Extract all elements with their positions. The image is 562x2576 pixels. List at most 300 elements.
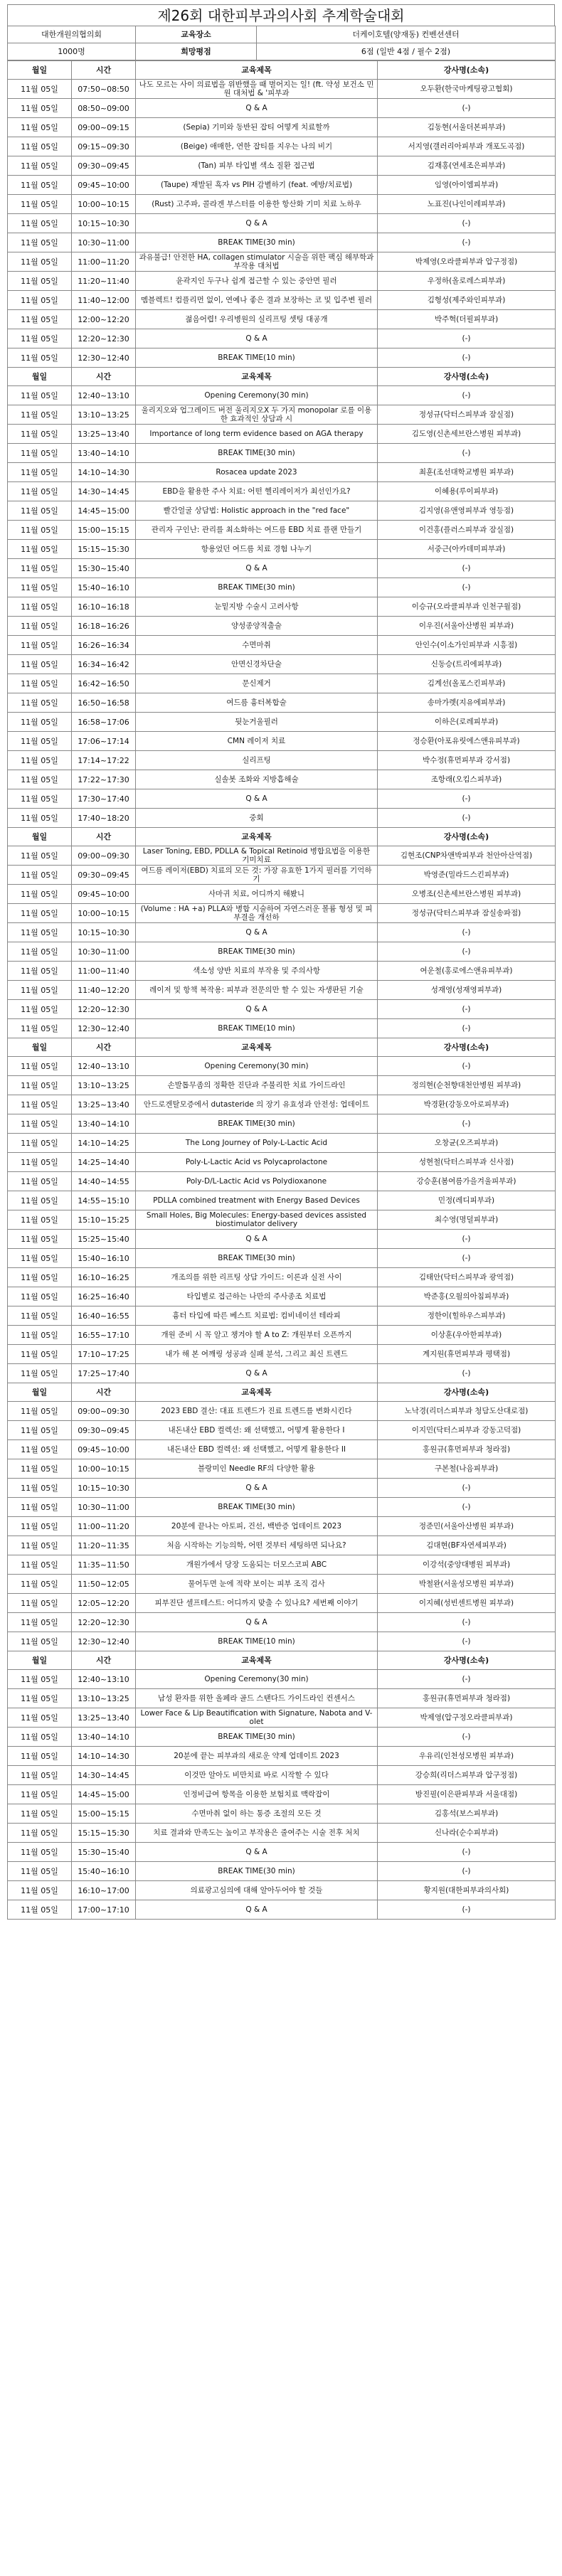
row-time: 17:14~17:22 <box>72 751 136 770</box>
row-time: 11:40~12:20 <box>72 981 136 1000</box>
row-time: 15:00~15:15 <box>72 521 136 540</box>
row-lecturer: 강승훈(봄여름가을겨울피부과) <box>378 1172 556 1191</box>
row-subject: 개조의를 위한 리프팅 상담 가이드: 이론과 실전 사이 <box>136 1268 378 1287</box>
table-row <box>8 80 556 99</box>
row-lecturer: 김태안(닥터스피부과 광역점) <box>378 1268 556 1287</box>
table-header-row <box>8 368 556 386</box>
row-subject: BREAK TIME(10 min) <box>136 348 378 368</box>
row-subject: Rosacea update 2023 <box>136 463 378 482</box>
row-date: 11월 05일 <box>8 310 72 329</box>
table-row <box>8 405 556 425</box>
row-date: 11월 05일 <box>8 137 72 156</box>
row-lecturer: 박제영(오라클피부과 압구정점) <box>378 252 556 272</box>
row-lecturer: 정승환(아포유릿에스앤유피부과) <box>378 732 556 751</box>
row-subject: Q & A <box>136 99 378 118</box>
row-lecturer: 박경환(강동오아로피부과) <box>378 1095 556 1114</box>
row-time: 10:30~11:00 <box>72 1498 136 1517</box>
row-subject: Poly-D/L-Lactic Acid vs Polydioxanone <box>136 1172 378 1191</box>
row-date: 11월 05일 <box>8 195 72 214</box>
row-time: 10:30~11:00 <box>72 233 136 252</box>
row-date: 11월 05일 <box>8 1708 72 1728</box>
table-row <box>8 1421 556 1440</box>
row-date: 11월 05일 <box>8 1900 72 1920</box>
row-time: 17:10~17:25 <box>72 1345 136 1364</box>
row-date: 11월 05일 <box>8 636 72 655</box>
row-time: 09:30~09:45 <box>72 156 136 176</box>
row-subject: Q & A <box>136 1479 378 1498</box>
table-row <box>8 1287 556 1306</box>
row-date: 11월 05일 <box>8 1000 72 1019</box>
row-time: 15:15~15:30 <box>72 1824 136 1843</box>
row-subject: 개원 준비 시 꼭 알고 챙겨야 할 A to Z: 개원부터 오픈까지 <box>136 1326 378 1345</box>
row-lecturer: 정성규(닥터스피부과 잠실점) <box>378 405 556 425</box>
table-row <box>8 1804 556 1824</box>
row-subject: 20분에 끝나는 아토피, 건선, 백반증 업데이트 2023 <box>136 1517 378 1536</box>
table-row <box>8 866 556 885</box>
table-row <box>8 1057 556 1076</box>
row-date: 11월 05일 <box>8 405 72 425</box>
row-time: 11:20~11:35 <box>72 1536 136 1555</box>
table-row <box>8 1843 556 1862</box>
row-date: 11월 05일 <box>8 1172 72 1191</box>
row-lecturer: (-) <box>378 1230 556 1249</box>
row-time: 13:40~14:10 <box>72 1114 136 1134</box>
table-row <box>8 99 556 118</box>
table-row <box>8 1575 556 1594</box>
table-row <box>8 1900 556 1920</box>
row-lecturer: (-) <box>378 1862 556 1881</box>
row-time: 15:15~15:30 <box>72 540 136 559</box>
row-time: 16:10~16:25 <box>72 1268 136 1287</box>
row-time: 10:15~10:30 <box>72 1479 136 1498</box>
header-subject: 교육제목 <box>136 368 378 386</box>
table-row <box>8 1689 556 1708</box>
row-date: 11월 05일 <box>8 99 72 118</box>
row-lecturer: 서중근(아카데미피부과) <box>378 540 556 559</box>
row-lecturer: 성재영(성재영피부과) <box>378 981 556 1000</box>
row-subject: 양성종양적출술 <box>136 617 378 636</box>
row-lecturer: 조항래(오킴스피부과) <box>378 770 556 789</box>
row-date: 11월 05일 <box>8 1766 72 1785</box>
row-subject: BREAK TIME(30 min) <box>136 444 378 463</box>
row-subject: BREAK TIME(30 min) <box>136 942 378 962</box>
row-date: 11월 05일 <box>8 348 72 368</box>
row-time: 09:00~09:30 <box>72 1402 136 1421</box>
row-time: 10:00~10:15 <box>72 904 136 923</box>
row-lecturer: (-) <box>378 233 556 252</box>
table-row <box>8 1670 556 1689</box>
table-row <box>8 1536 556 1555</box>
row-time: 15:00~15:15 <box>72 1804 136 1824</box>
table-row <box>8 559 556 578</box>
row-subject: EBD을 활용한 주사 치료: 어떤 헬리레이저가 최선인가요? <box>136 482 378 501</box>
row-lecturer: (-) <box>378 1900 556 1920</box>
row-date: 11월 05일 <box>8 118 72 137</box>
table-row <box>8 1728 556 1747</box>
row-time: 12:40~13:10 <box>72 1670 136 1689</box>
row-lecturer: 김재홍(연세조은피부과) <box>378 156 556 176</box>
row-lecturer: 정준민(서울아산병원 피부과) <box>378 1517 556 1536</box>
table-row <box>8 1019 556 1038</box>
row-date: 11월 05일 <box>8 1364 72 1383</box>
row-subject: 수면마취 없이 하는 통증 조절의 모든 것 <box>136 1804 378 1824</box>
row-subject: (Taupe) 재발된 흑자 vs PIH 감별하기 (feat. 예방/치료법) <box>136 176 378 195</box>
row-date: 11월 05일 <box>8 1747 72 1766</box>
row-subject: Q & A <box>136 1000 378 1019</box>
row-time: 12:30~12:40 <box>72 1019 136 1038</box>
row-lecturer: 신동승(트리에피부과) <box>378 655 556 674</box>
row-date: 11월 05일 <box>8 425 72 444</box>
table-row <box>8 981 556 1000</box>
row-subject: Opening Ceremony(30 min) <box>136 1670 378 1689</box>
row-lecturer: (-) <box>378 578 556 597</box>
table-row <box>8 1076 556 1095</box>
row-date: 11월 05일 <box>8 693 72 713</box>
row-date: 11월 05일 <box>8 674 72 693</box>
row-time: 12:40~13:10 <box>72 386 136 405</box>
row-date: 11월 05일 <box>8 770 72 789</box>
row-lecturer: 김형성(제주와인피부과) <box>378 291 556 310</box>
row-date: 11월 05일 <box>8 1402 72 1421</box>
table-row <box>8 1708 556 1728</box>
table-row <box>8 1172 556 1191</box>
header-time: 시간 <box>72 1651 136 1670</box>
row-subject: 내돈내산 EBD 컬렉션: 왜 선택했고, 어떻게 활용한다 II <box>136 1440 378 1459</box>
row-time: 12:30~12:40 <box>72 348 136 368</box>
capacity-value: 1000명 <box>8 43 136 60</box>
row-date: 11월 05일 <box>8 597 72 617</box>
row-lecturer: 안인수(이소가인피부과 시흥점) <box>378 636 556 655</box>
row-subject: 뒷눈거울필러 <box>136 713 378 732</box>
row-subject: 치료 결과와 만족도는 높이고 부작용은 줄여주는 시술 전후 처치 <box>136 1824 378 1843</box>
header-lecturer: 강사명(소속) <box>378 61 556 80</box>
row-date: 11월 05일 <box>8 214 72 233</box>
row-date: 11월 05일 <box>8 713 72 732</box>
row-time: 16:18~16:26 <box>72 617 136 636</box>
row-date: 11월 05일 <box>8 1287 72 1306</box>
row-date: 11월 05일 <box>8 962 72 981</box>
row-time: 11:00~11:20 <box>72 252 136 272</box>
row-subject: Q & A <box>136 1613 378 1632</box>
row-date: 11월 05일 <box>8 1804 72 1824</box>
row-date: 11월 05일 <box>8 1862 72 1881</box>
row-date: 11월 05일 <box>8 846 72 866</box>
row-date: 11월 05일 <box>8 1843 72 1862</box>
table-row <box>8 885 556 904</box>
row-lecturer: 김대현(BF자연세피부과) <box>378 1536 556 1555</box>
table-row <box>8 923 556 942</box>
row-time: 13:10~13:25 <box>72 1689 136 1708</box>
table-row <box>8 1134 556 1153</box>
organizer: 대한개원의협의회 <box>8 26 136 43</box>
score-label: 희망평점 <box>136 43 257 60</box>
table-row <box>8 1000 556 1019</box>
table-row <box>8 1345 556 1364</box>
row-date: 11월 05일 <box>8 1785 72 1804</box>
row-time: 16:34~16:42 <box>72 655 136 674</box>
row-subject: 안드로겐탈모증에서 dutasteride 의 장기 유효성과 안전성: 업데이트 <box>136 1095 378 1114</box>
row-lecturer: 이강석(중앙대병원 피부과) <box>378 1555 556 1575</box>
row-lecturer: (-) <box>378 942 556 962</box>
row-lecturer: 박주혁(더필피부과) <box>378 310 556 329</box>
table-header-row <box>8 61 556 80</box>
table-row <box>8 214 556 233</box>
row-lecturer: 민정(레디피부과) <box>378 1191 556 1210</box>
row-subject: Q & A <box>136 1900 378 1920</box>
row-subject: Q & A <box>136 214 378 233</box>
row-lecturer: (-) <box>378 1843 556 1862</box>
row-subject: 실솔봇 조화와 지방흡해술 <box>136 770 378 789</box>
row-time: 10:15~10:30 <box>72 214 136 233</box>
table-row <box>8 578 556 597</box>
row-lecturer: 신나라(순수피부과) <box>378 1824 556 1843</box>
row-subject: 처음 시작하는 기능의학, 어떤 것부터 세팅하면 되나요? <box>136 1536 378 1555</box>
row-time: 16:40~16:55 <box>72 1306 136 1326</box>
row-lecturer: (-) <box>378 444 556 463</box>
header-time: 시간 <box>72 1383 136 1402</box>
row-time: 12:20~12:30 <box>72 1613 136 1632</box>
row-lecturer: 이승규(오라클피부과 인천구월점) <box>378 597 556 617</box>
table-row <box>8 809 556 828</box>
row-subject: 실리프팅 <box>136 751 378 770</box>
row-time: 09:45~10:00 <box>72 176 136 195</box>
row-time: 13:10~13:25 <box>72 1076 136 1095</box>
row-lecturer: 계지원(휴먼피부과 평택점) <box>378 1345 556 1364</box>
row-time: 17:22~17:30 <box>72 770 136 789</box>
row-time: 16:10~16:18 <box>72 597 136 617</box>
table-row <box>8 1153 556 1172</box>
row-date: 11월 05일 <box>8 1459 72 1479</box>
row-time: 14:55~15:10 <box>72 1191 136 1210</box>
row-lecturer: 황지원(대한피부과의사회) <box>378 1881 556 1900</box>
row-lecturer: 우정하(올로레스피부과) <box>378 272 556 291</box>
table-row <box>8 1095 556 1114</box>
row-date: 11월 05일 <box>8 1594 72 1613</box>
row-time: 12:30~12:40 <box>72 1632 136 1651</box>
row-lecturer: 박제영(압구정오라클피부과) <box>378 1708 556 1728</box>
row-date: 11월 05일 <box>8 1421 72 1440</box>
row-time: 16:55~17:10 <box>72 1326 136 1345</box>
row-date: 11월 05일 <box>8 1613 72 1632</box>
row-lecturer: 방진필(이은판피부과 서울대점) <box>378 1785 556 1804</box>
table-row <box>8 310 556 329</box>
row-date: 11월 05일 <box>8 1306 72 1326</box>
table-row <box>8 1402 556 1421</box>
row-date: 11월 05일 <box>8 1249 72 1268</box>
row-subject: 과유불급! 안전한 HA, collagen stimulator 시술을 위한 팩심 해부학과 부작용 대처법 <box>136 252 378 272</box>
row-lecturer: 노표진(나인이레피부과) <box>378 195 556 214</box>
row-lecturer: (-) <box>378 923 556 942</box>
row-subject: Q & A <box>136 559 378 578</box>
row-subject: 색소성 양반 치료의 부작용 및 주의사항 <box>136 962 378 981</box>
row-lecturer: (-) <box>378 1057 556 1076</box>
row-date: 11월 05일 <box>8 444 72 463</box>
row-lecturer: (-) <box>378 1364 556 1383</box>
row-subject: Opening Ceremony(30 min) <box>136 1057 378 1076</box>
row-subject: Opening Ceremony(30 min) <box>136 386 378 405</box>
table-row <box>8 521 556 540</box>
row-date: 11월 05일 <box>8 885 72 904</box>
row-date: 11월 05일 <box>8 291 72 310</box>
table-row <box>8 1364 556 1383</box>
table-row <box>8 1249 556 1268</box>
row-lecturer: (-) <box>378 1479 556 1498</box>
row-lecturer: 김동현(서울더본피부과) <box>378 118 556 137</box>
table-row <box>8 674 556 693</box>
row-time: 17:25~17:40 <box>72 1364 136 1383</box>
row-lecturer: (-) <box>378 809 556 828</box>
row-subject: 멤블렉트! 컴플리먼 없이, 연예나 좋은 결과 보장하는 코 및 입주변 필러 <box>136 291 378 310</box>
row-date: 11월 05일 <box>8 559 72 578</box>
row-time: 16:26~16:34 <box>72 636 136 655</box>
row-subject: 젊음어렵! 우리병원의 실리프팅 셋팅 대공개 <box>136 310 378 329</box>
row-date: 11월 05일 <box>8 1230 72 1249</box>
table-row <box>8 1824 556 1843</box>
row-time: 15:40~16:10 <box>72 1862 136 1881</box>
row-subject: Poly-L-Lactic Acid vs Polycaprolactone <box>136 1153 378 1172</box>
row-subject: 손발톱무좀의 정확한 진단과 주불리한 치료 가이드라인 <box>136 1076 378 1095</box>
table-header-row <box>8 828 556 846</box>
row-date: 11월 05일 <box>8 904 72 923</box>
table-row <box>8 1747 556 1766</box>
row-subject: 타입별로 접근하는 나만의 주사종조 치료법 <box>136 1287 378 1306</box>
table-row <box>8 272 556 291</box>
row-time: 17:40~18:20 <box>72 809 136 828</box>
table-row <box>8 789 556 809</box>
row-date: 11월 05일 <box>8 176 72 195</box>
row-subject: 여드름 흉터복합술 <box>136 693 378 713</box>
row-subject: 중회 <box>136 809 378 828</box>
row-date: 11월 05일 <box>8 272 72 291</box>
row-date: 11월 05일 <box>8 809 72 828</box>
header-lecturer: 강사명(소속) <box>378 1651 556 1670</box>
row-time: 14:45~15:00 <box>72 1785 136 1804</box>
header-time: 시간 <box>72 368 136 386</box>
venue-value: 더케이호텔(양재동) 컨벤션센터 <box>257 26 556 43</box>
row-lecturer: 송마가렛(지유에피부과) <box>378 693 556 713</box>
row-date: 11월 05일 <box>8 1632 72 1651</box>
row-date: 11월 05일 <box>8 866 72 885</box>
row-lecturer: (-) <box>378 214 556 233</box>
row-date: 11월 05일 <box>8 501 72 521</box>
table-row <box>8 732 556 751</box>
row-lecturer: 박철완(서울성모병원 피부과) <box>378 1575 556 1594</box>
row-lecturer: 홍원규(휴먼피부과 청라점) <box>378 1689 556 1708</box>
row-subject: BREAK TIME(30 min) <box>136 1862 378 1881</box>
header-date: 월일 <box>8 368 72 386</box>
row-subject: Q & A <box>136 329 378 348</box>
row-subject: 윤곽지인 두구나 쉽게 접근할 수 있는 중안면 필러 <box>136 272 378 291</box>
page-title: 제26회 대한피부과의사회 추계학술대회 <box>7 4 555 26</box>
row-subject: The Long Journey of Poly-L-Lactic Acid <box>136 1134 378 1153</box>
row-lecturer: 노낙경(리더스피부과 청담도산대로점) <box>378 1402 556 1421</box>
row-subject: BREAK TIME(30 min) <box>136 578 378 597</box>
header-time: 시간 <box>72 828 136 846</box>
row-lecturer: (-) <box>378 1632 556 1651</box>
row-subject: 항용었던 여드름 치료 경험 나누기 <box>136 540 378 559</box>
row-date: 11월 05일 <box>8 482 72 501</box>
row-lecturer: (-) <box>378 1613 556 1632</box>
row-subject: 울리지오와 업그레이드 버전 울리지오X 두 가지 monopolar 로를 이용한 효과적인 상담과 시 <box>136 405 378 425</box>
row-date: 11월 05일 <box>8 1345 72 1364</box>
row-lecturer: 성현철(닥터스피부과 신사점) <box>378 1153 556 1172</box>
row-subject: 개원가에서 당장 도움되는 더모스코피 ABC <box>136 1555 378 1575</box>
table-row <box>8 1306 556 1326</box>
table-header-row <box>8 1383 556 1402</box>
row-date: 11월 05일 <box>8 1153 72 1172</box>
row-time: 16:42~16:50 <box>72 674 136 693</box>
table-row <box>8 1210 556 1230</box>
row-date: 11월 05일 <box>8 1555 72 1575</box>
header-date: 월일 <box>8 1038 72 1057</box>
header-date: 월일 <box>8 1651 72 1670</box>
row-time: 11:00~11:40 <box>72 962 136 981</box>
venue-label: 교육장소 <box>136 26 257 43</box>
row-date: 11월 05일 <box>8 578 72 597</box>
row-subject: (Beige) 애매한, 연한 잡티를 지우는 나의 비기 <box>136 137 378 156</box>
table-row <box>8 1766 556 1785</box>
table-row <box>8 617 556 636</box>
row-subject: 내돈내산 EBD 컬렉션: 왜 선택했고, 어떻게 활용한다 I <box>136 1421 378 1440</box>
table-row <box>8 291 556 310</box>
row-subject: 눈밑지방 수술시 고려사항 <box>136 597 378 617</box>
row-lecturer: (-) <box>378 1019 556 1038</box>
table-row <box>8 348 556 368</box>
row-time: 13:40~14:10 <box>72 444 136 463</box>
row-time: 12:20~12:30 <box>72 329 136 348</box>
table-row <box>8 1268 556 1287</box>
row-lecturer: (-) <box>378 1114 556 1134</box>
table-row <box>8 444 556 463</box>
row-lecturer: 김현조(CNP차앤박피부과 천안아산역점) <box>378 846 556 866</box>
table-row <box>8 233 556 252</box>
row-lecturer: 김지영(유앤영피부과 영등점) <box>378 501 556 521</box>
table-row <box>8 463 556 482</box>
row-subject: Q & A <box>136 789 378 809</box>
row-subject: BREAK TIME(30 min) <box>136 1498 378 1517</box>
row-subject: Lower Face & Lip Beautification with Signature, Nabota and V-olet <box>136 1708 378 1728</box>
row-lecturer: 박준홍(오월의아침피부과) <box>378 1287 556 1306</box>
row-subject: 흉터 타입에 따른 베스트 치료법: 컴비네이션 테라피 <box>136 1306 378 1326</box>
row-lecturer: 최수영(명덜피부과) <box>378 1210 556 1230</box>
header-subject: 교육제목 <box>136 1383 378 1402</box>
row-date: 11월 05일 <box>8 1134 72 1153</box>
header-subject: 교육제목 <box>136 1651 378 1670</box>
row-lecturer: (-) <box>378 1498 556 1517</box>
table-row <box>8 770 556 789</box>
row-date: 11월 05일 <box>8 617 72 636</box>
row-time: 16:58~17:06 <box>72 713 136 732</box>
table-row <box>8 1594 556 1613</box>
row-time: 10:00~10:15 <box>72 1459 136 1479</box>
row-date: 11월 05일 <box>8 1114 72 1134</box>
header-lecturer: 강사명(소속) <box>378 1383 556 1402</box>
row-time: 14:10~14:30 <box>72 1747 136 1766</box>
row-lecturer: 김계선(올포스킨피부과) <box>378 674 556 693</box>
row-time: 13:25~13:40 <box>72 1095 136 1114</box>
row-subject: 내가 해 본 여깨링 성공과 실패 분석, 그리고 최신 트렌드 <box>136 1345 378 1364</box>
row-lecturer: 구본철(나음피부과) <box>378 1459 556 1479</box>
row-time: 16:25~16:40 <box>72 1287 136 1306</box>
row-lecturer: (-) <box>378 1000 556 1019</box>
row-lecturer: 오병조(신촌세브란스병원 피부과) <box>378 885 556 904</box>
row-subject: BREAK TIME(30 min) <box>136 1114 378 1134</box>
row-lecturer: 박수정(휴먼피부과 강서점) <box>378 751 556 770</box>
row-subject: 물어두면 눈에 적략 보이는 피부 조직 검사 <box>136 1575 378 1594</box>
table-row <box>8 693 556 713</box>
row-time: 13:25~13:40 <box>72 1708 136 1728</box>
row-subject: 2023 EBD 결산: 대표 트렌드가 진료 트렌드를 변화시킨다 <box>136 1402 378 1421</box>
